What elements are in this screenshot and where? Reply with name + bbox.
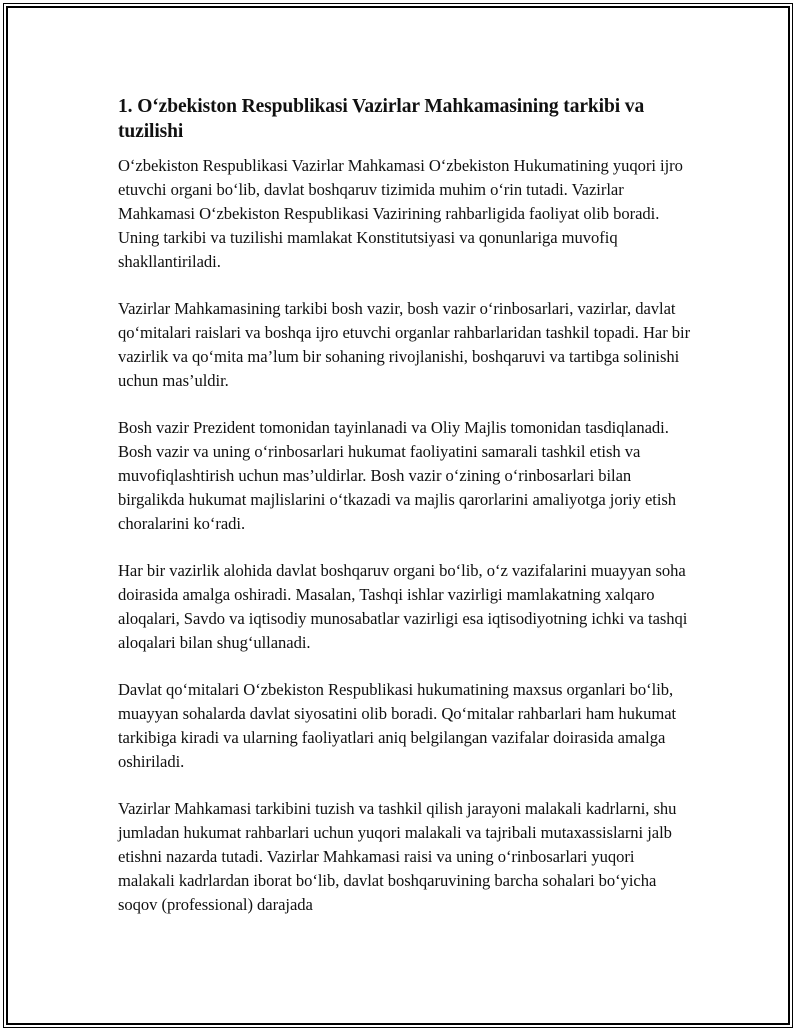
paragraph-3: Bosh vazir Prezident tomonidan tayinlanadi va Oliy Majlis tomonidan tasdiqlanadi. Bosh vazir va uning o‘rinbosarlari hukumat faoliyatini samarali tashkil etish va muvofiqlashtirish uchun mas’uldirlar. Bosh vazir o‘zining o‘rinbosarlari bilan birgalikda hukumat majlislarini o‘tkazadi va majlis qarorlarini amaliyotga joriy etish choralarini ko‘radi. xyxy=(118,418,677,533)
document-body xyxy=(118,94,692,940)
paragraph-6: Vazirlar Mahkamasi tarkibini tuzish va tashkil qilish jarayoni malakali kadrlarni, shu jumladan hukumat rahbarlari uchun yuqori malakali va tajribali mutaxassislarni jalb etishni nazarda tutadi. Vazirlar Mahkamasi raisi va uning o‘rinbosarlari yuqori malakali kadrlardan iborat bo‘lib, davlat boshqaruvining barcha sohalari bo‘yicha soqov (professional) darajada xyxy=(118,799,677,914)
paragraph-1: O‘zbekiston Respublikasi Vazirlar Mahkamasi O‘zbekiston Hukumatining yuqori ijro etuvchi organi bo‘lib, davlat boshqaruv tizimida muhim o‘rin tutadi. Vazirlar Mahkamasi O‘zbekiston Respublikasi Vazirining rahbarligida faoliyat olib boradi. Uning tarkibi va tuzilishi mamlakat Konstitutsiyasi va qonunlariga muvofiq shakllantiriladi. xyxy=(118,156,683,271)
section-heading: 1. O‘zbekiston Respublikasi Vazirlar Mahkamasining tarkibi va tuzilishi xyxy=(118,96,645,142)
paragraph-5: Davlat qo‘mitalari O‘zbekiston Respublikasi hukumatining maxsus organlari bo‘lib, muayyan sohalarda davlat siyosatini olib boradi. Qo‘mitalar rahbarlari ham hukumat tarkibiga kiradi va ularning faoliyatlari aniq belgilangan vazifalar doirasida amalga oshiriladi. xyxy=(118,680,677,771)
paragraph-2: Vazirlar Mahkamasining tarkibi bosh vazir, bosh vazir o‘rinbosarlari, vazirlar, davlat qo‘mitalari raislari va boshqa ijro etuvchi organlar rahbarlaridan tashkil topadi. Har bir vazirlik va qo‘mita ma’lum bir sohaning rivojlanishi, boshqaruvi va tartibga solinishi uchun mas’uldir. xyxy=(118,299,691,390)
paragraph-4: Har bir vazirlik alohida davlat boshqaruv organi bo‘lib, o‘z vazifalarini muayyan soha doirasida amalga oshiradi. Masalan, Tashqi ishlar vazirligi mamlakatning xalqaro aloqalari, Savdo va iqtisodiy munosabatlar vazirligi esa iqtisodiyotning ichki va tashqi aloqalari bilan shug‘ullanadi. xyxy=(118,561,688,652)
